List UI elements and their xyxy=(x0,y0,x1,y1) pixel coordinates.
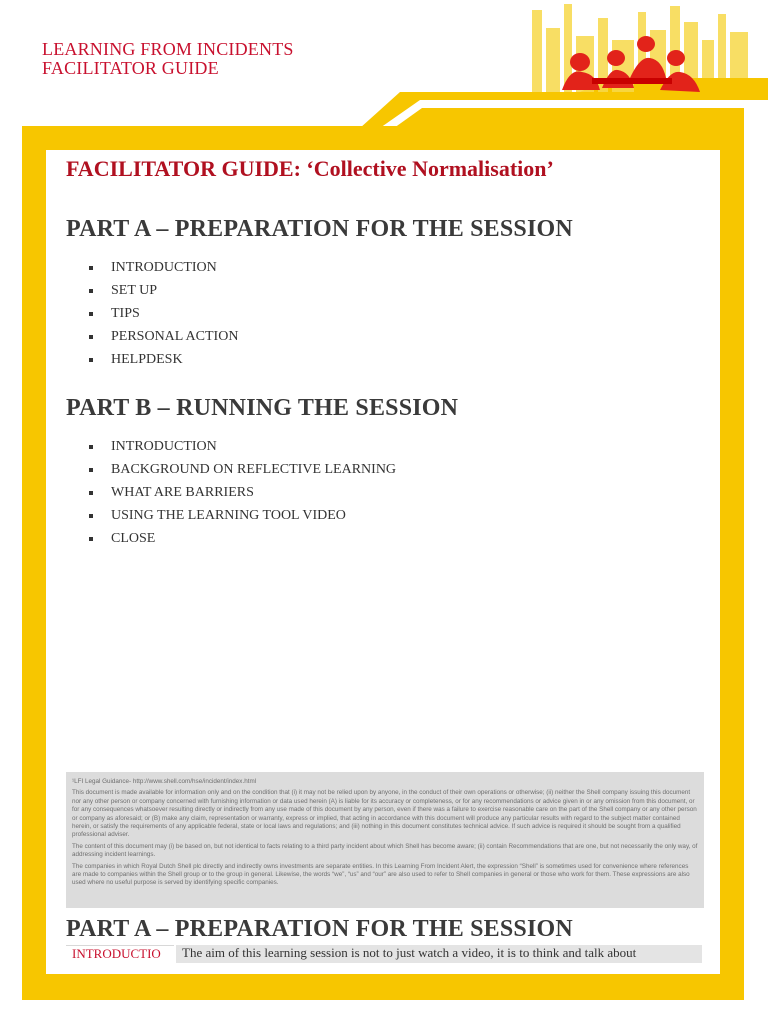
legal-paragraph: The companies in which Royal Dutch Shell plc directly and indirectly owns investments are separate entities. In this Learning From Incident Alert, the expression “Shell” is sometimes used for convenience where references are made to companies within the Shell group or to the group in general. Likewise, the words “we”, “us” and “our” are also used to refer to Shell companies in general or those who work for them. These expressions are also used where no useful purpose is served by identifying specific companies. xyxy=(72,862,690,887)
bullet-icon xyxy=(89,266,93,270)
bullet-icon xyxy=(89,537,93,541)
document-title: FACILITATOR GUIDE: ‘Collective Normalisation’ xyxy=(66,156,554,181)
legal-disclaimer xyxy=(66,772,704,908)
header-line-2: FACILITATOR GUIDE xyxy=(42,58,219,78)
list-item: HELPDESK xyxy=(86,348,238,371)
intro-table-row xyxy=(66,945,702,963)
header-title xyxy=(42,40,294,78)
part-b-list xyxy=(86,435,396,550)
legal-paragraph: This document is made available for information only and on the condition that (i) it may not be relied upon by anyone, in the conduct of their own operations or otherwise; (ii) neither the Shell company issuing this document nor any other person or company concerned with furnishing information or data used herein (A) is liable for its accuracy or completeness, or for any recommendations or advice given in or any omission from this document, or for any consequences whatsoever resulting directly or indirectly from any use made of this document by any person, even if there was a failure to exercise reasonable care on the part of the Shell company or any other person or company as aforesaid; or (B) make any claim, representation or warranty, express or implied, that acting in accordance with this document will produce any particular results with regard to the subject matter contained herein, or satisfy the requirements of any applicable federal, state or local laws and regulations; and (iii) nothing in this document constitutes technical advice. If such advice is required it should be sought from a qualified professional adviser. xyxy=(72,789,697,839)
intro-row-label: INTRODUCTIO xyxy=(66,945,174,963)
list-item: INTRODUCTION xyxy=(86,435,396,458)
list-item: BACKGROUND ON REFLECTIVE LEARNING xyxy=(86,458,396,481)
bullet-icon xyxy=(89,289,93,293)
bullet-icon xyxy=(89,514,93,518)
header-line-1: LEARNING FROM INCIDENTS xyxy=(42,39,294,59)
bullet-icon xyxy=(89,445,93,449)
frame-top-edge xyxy=(22,108,744,128)
list-item: SET UP xyxy=(86,279,238,302)
list-item: CLOSE xyxy=(86,527,396,550)
list-item: USING THE LEARNING TOOL VIDEO xyxy=(86,504,396,527)
bullet-icon xyxy=(89,491,93,495)
bullet-icon xyxy=(89,358,93,362)
bullet-icon xyxy=(89,312,93,316)
part-b-heading: PART B – RUNNING THE SESSION xyxy=(66,395,459,421)
list-item: PERSONAL ACTION xyxy=(86,325,238,348)
bullet-icon xyxy=(89,335,93,339)
bullet-icon xyxy=(89,468,93,472)
legal-paragraph: The content of this document may (i) be based on, but not identical to facts relating to a third party incident about which Shell has become aware; (ii) contain Recommendations that are one, but not necessarily the only way, of addressing incident learnings. xyxy=(72,842,698,859)
part-a-repeat-heading: PART A – PREPARATION FOR THE SESSION xyxy=(66,916,573,942)
list-item: INTRODUCTION xyxy=(86,256,238,279)
part-a-list xyxy=(86,256,238,371)
list-item: WHAT ARE BARRIERS xyxy=(86,481,396,504)
list-item: TIPS xyxy=(86,302,238,325)
part-a-heading: PART A – PREPARATION FOR THE SESSION xyxy=(66,216,573,242)
legal-paragraph: ¹LFI Legal Guidance- http://www.shell.com/hse/incident/index.html xyxy=(72,778,257,785)
intro-row-text: The aim of this learning session is not to just watch a video, it is to think and talk about xyxy=(176,945,702,963)
document-content xyxy=(46,150,720,974)
